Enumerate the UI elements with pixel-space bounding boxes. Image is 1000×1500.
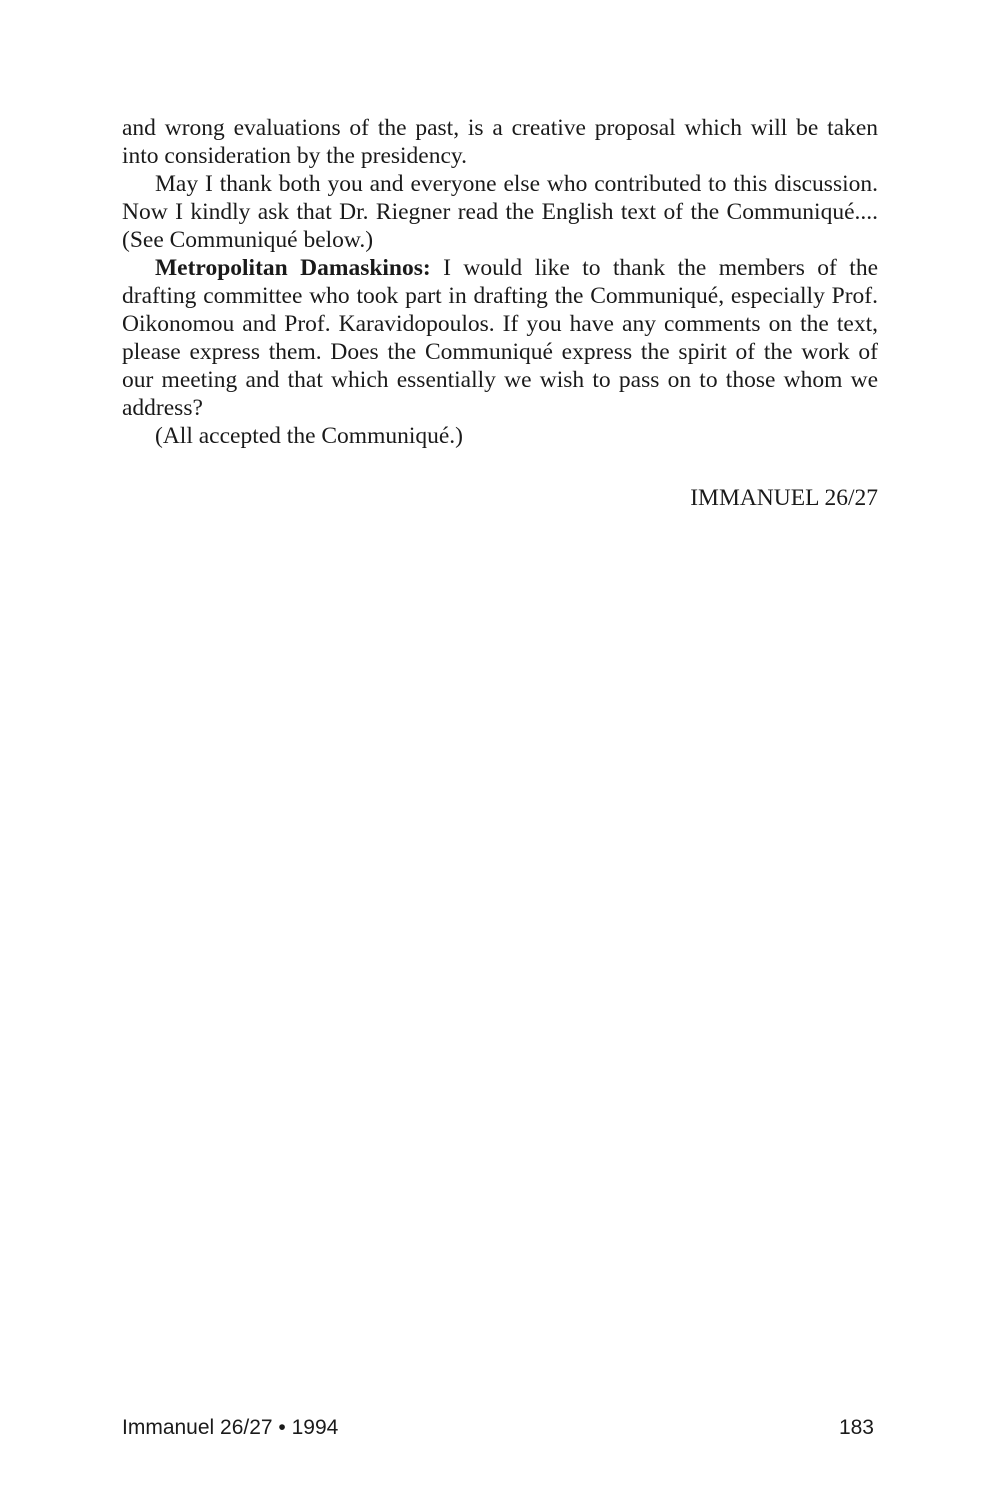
speaker-name: Metropolitan Damaskinos: [155,255,431,281]
paragraph: and wrong evaluations of the past, is a creative proposal which will be taken into consideration by the presidency. [122,115,878,169]
paragraph: May I thank both you and everyone else who contributed to this discussion. Now I kindly ask that Dr. Riegner read the English text of the Communiqué.... (See Communiqué below.) [122,171,878,253]
journal-signature: IMMANUEL 26/27 [690,485,878,511]
page-number: 183 [838,1416,874,1439]
footer-journal-info: Immanuel 26/27 • 1994 [122,1416,339,1439]
body-text [122,114,878,450]
paragraph: (All accepted the Communiqué.) [155,423,464,449]
speaker-text: I would like to thank the members of the drafting committee who took part in drafting the Communiqué, especially Prof. Oikonomou and Prof. Karavidopoulos. If you have any comments on the text, please express them. Does the Communiqué express the spirit of the work of our meeting and that which essentially we wish to pass on to those whom we address? [122,255,879,421]
speaker-paragraph [122,254,878,422]
